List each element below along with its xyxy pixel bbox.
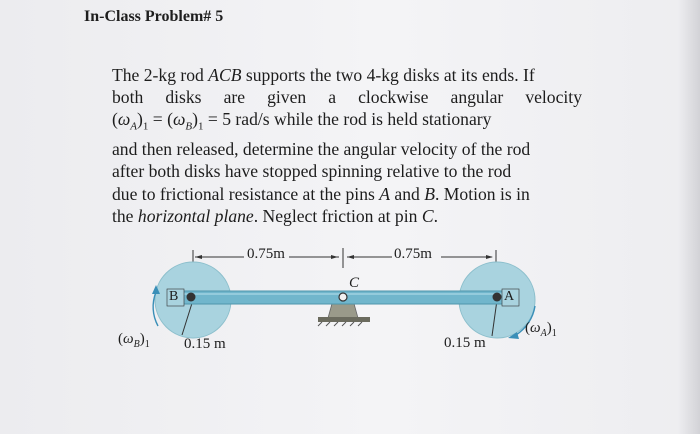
dimension-lines xyxy=(193,248,496,268)
point-b-label: B xyxy=(169,289,179,304)
radius-left-label: 0.15 m xyxy=(184,336,226,352)
problem-line-7: the horizontal plane. Neglect friction at pin C. xyxy=(112,205,438,226)
problem-header: In-Class Problem# 5 xyxy=(84,8,224,25)
radius-right-label: 0.15 m xyxy=(444,335,486,351)
dimension-right-label: 0.75m xyxy=(394,246,432,262)
point-a-label: A xyxy=(504,289,515,304)
problem-line-4: and then released, determine the angular velocity of the rod xyxy=(112,139,531,160)
problem-line-5: after both disks have stopped spinning relative to the rod xyxy=(112,161,512,182)
omega-a-label: $(\omega_A)_1$ xyxy=(525,320,557,339)
pin-a xyxy=(493,293,502,302)
pin-c xyxy=(339,293,347,301)
point-c-label: C xyxy=(349,275,360,291)
problem-line-2: both disks are given a clockwise angular velocity xyxy=(112,87,582,108)
omega-b-label: $(\omega_B)_1$ xyxy=(118,331,150,350)
dimension-left-label: 0.75m xyxy=(247,246,285,262)
problem-line-6: due to frictional resistance at the pins A and B. Motion is in xyxy=(112,183,530,204)
problem-line-3: $(\omega_A)_1 = (\omega_B)_1 = 5$ rad/s while the rod is held stationary xyxy=(112,109,492,133)
page-edge-shadow xyxy=(678,0,700,434)
pin-b xyxy=(187,293,196,302)
problem-line-1: The 2-kg rod ACB supports the two 4-kg disks at its ends. If xyxy=(112,65,535,85)
